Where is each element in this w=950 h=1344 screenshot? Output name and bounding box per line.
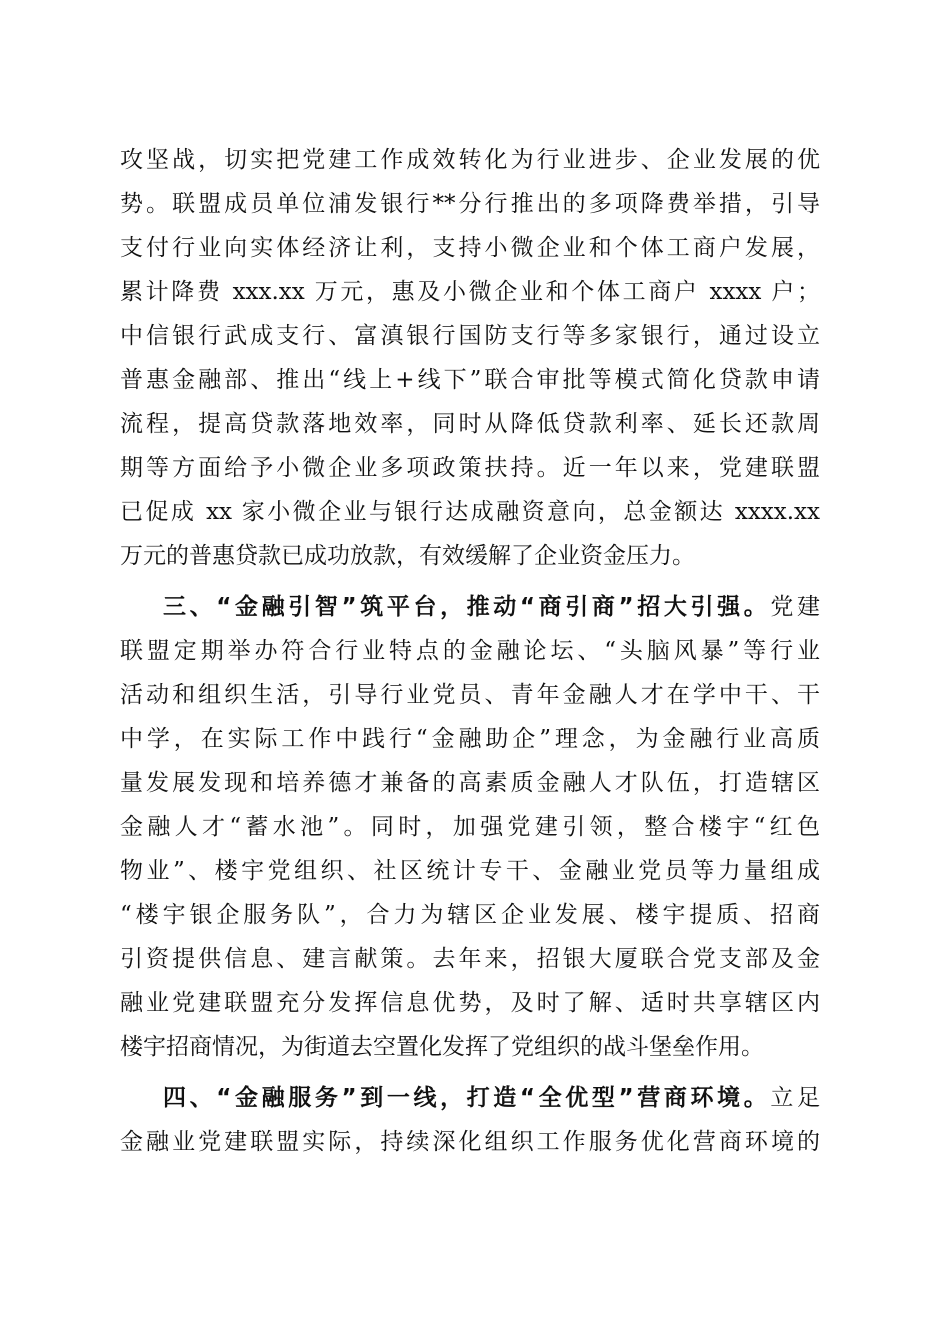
paragraph-line: 万元的普惠贷款已成功放款，有效缓解了企业资金压力。 [120, 543, 695, 569]
paragraph-line: “楼宇银企服务队”，合力为辖区企业发展、楼宇提质、招商 [120, 902, 820, 928]
paragraph-line: 中学，在实际工作中践行“金融助企”理念，为金融行业高质 [120, 726, 820, 752]
paragraph-line: 量发展发现和培养德才兼备的高素质金融人才队伍，打造辖区 [120, 770, 820, 796]
section-three-lead-text: 党建 [770, 594, 820, 620]
paragraph-line: 引资提供信息、建言献策。去年来，招银大厦联合党支部及金 [120, 946, 820, 972]
paragraph-line: 支付行业向实体经济让利，支持小微企业和个体工商户发展， [120, 235, 820, 261]
paragraph-line: 期等方面给予小微企业多项政策扶持。近一年以来，党建联盟 [120, 455, 820, 481]
section-four-first-line [163, 1076, 820, 1120]
paragraph-line: 中信银行武成支行、富滇银行国防支行等多家银行，通过设立 [120, 323, 820, 349]
paragraph-line: 楼宇招商情况，为街道去空置化发挥了党组织的战斗堡垒作用。 [120, 1034, 764, 1060]
section-four-lead-text: 立足 [770, 1085, 820, 1111]
paragraph-line: 普惠金融部、推出“线上+线下”联合审批等模式简化贷款申请 [120, 367, 820, 393]
paragraph-line: 联盟定期举办符合行业特点的金融论坛、“头脑风暴”等行业 [120, 638, 820, 664]
paragraph-line: 物业”、楼宇党组织、社区统计专干、金融业党员等力量组成 [120, 858, 820, 884]
paragraph-line: 已促成 xx 家小微企业与银行达成融资意向，总金额达 xxxx.xx [120, 499, 820, 525]
section-three-heading: 三、“金融引智”筑平台，推动“商引商”招大引强。 [163, 594, 771, 620]
paragraph-line: 金融人才“蓄水池”。同时，加强党建引领，整合楼宇“红色 [120, 814, 820, 840]
paragraph-line: 金融业党建联盟实际，持续深化组织工作服务优化营商环境的 [120, 1129, 820, 1155]
paragraph-line: 融业党建联盟充分发挥信息优势，及时了解、适时共享辖区内 [120, 990, 820, 1016]
paragraph-line: 攻坚战，切实把党建工作成效转化为行业进步、企业发展的优 [120, 147, 820, 173]
section-three-first-line [163, 585, 820, 629]
paragraph-line: 累计降费 xxx.xx 万元，惠及小微企业和个体工商户 xxxx 户； [120, 279, 820, 305]
section-four-heading: 四、“金融服务”到一线，打造“全优型”营商环境。 [163, 1085, 771, 1111]
paragraph-line: 活动和组织生活，引导行业党员、青年金融人才在学中干、干 [120, 682, 820, 708]
paragraph-line: 势。联盟成员单位浦发银行**分行推出的多项降费举措，引导 [120, 191, 820, 217]
paragraph-line: 流程，提高贷款落地效率，同时从降低贷款利率、延长还款周 [120, 411, 820, 437]
